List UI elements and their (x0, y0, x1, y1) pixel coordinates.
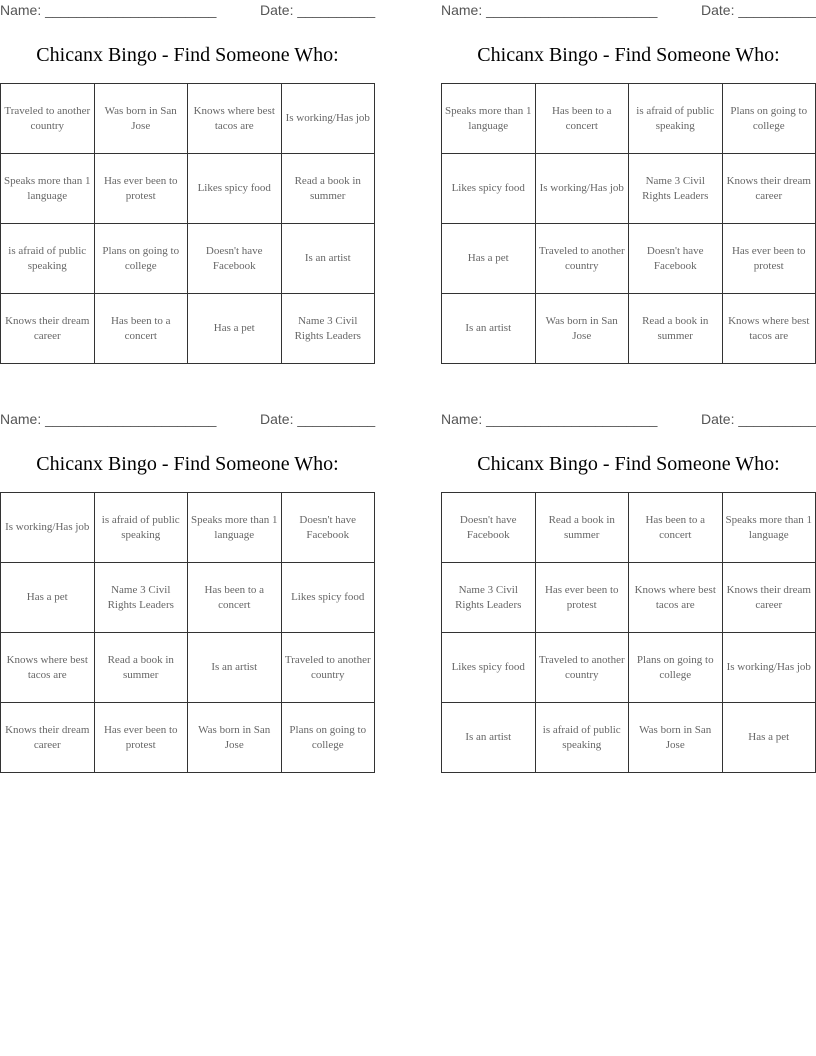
grid-row (442, 84, 816, 154)
bingo-cell[interactable]: Has been to a concert (629, 493, 723, 563)
grid-row (1, 84, 375, 154)
bingo-cell[interactable]: Plans on going to college (94, 224, 188, 294)
name-date-row (0, 411, 375, 429)
date-field[interactable]: Date: __________ (260, 411, 376, 427)
bingo-cell[interactable]: Traveled to another country (1, 84, 95, 154)
card-title: Chicanx Bingo - Find Someone Who: (36, 44, 339, 66)
bingo-cell[interactable]: is afraid of public speaking (94, 493, 188, 563)
date-field[interactable]: Date: __________ (701, 411, 816, 427)
grid-row (1, 294, 375, 364)
bingo-cell[interactable]: Was born in San Jose (535, 294, 629, 364)
bingo-cell[interactable]: Read a book in summer (94, 633, 188, 703)
bingo-cell[interactable]: Is an artist (188, 633, 282, 703)
bingo-card-1 (0, 0, 375, 365)
grid-row (442, 294, 816, 364)
name-field[interactable]: Name: ______________________ (0, 2, 217, 18)
bingo-cell[interactable]: Traveled to another country (535, 633, 629, 703)
bingo-cell[interactable]: Traveled to another country (281, 633, 375, 703)
bingo-grid (0, 492, 375, 773)
bingo-cell[interactable]: Knows their dream career (1, 703, 95, 773)
bingo-cell[interactable]: Is an artist (442, 703, 536, 773)
name-field[interactable]: Name: ______________________ (441, 2, 658, 18)
bingo-card-4 (441, 409, 816, 774)
name-field[interactable]: Name: ______________________ (0, 411, 217, 427)
bingo-cell[interactable]: Has been to a concert (535, 84, 629, 154)
bingo-cell[interactable]: Likes spicy food (442, 633, 536, 703)
bingo-cell[interactable]: Doesn't have Facebook (442, 493, 536, 563)
bingo-cell[interactable]: Doesn't have Facebook (629, 224, 723, 294)
bingo-cell[interactable]: Was born in San Jose (94, 84, 188, 154)
date-field[interactable]: Date: __________ (701, 2, 816, 18)
date-field[interactable]: Date: __________ (260, 2, 376, 18)
card-title: Chicanx Bingo - Find Someone Who: (36, 453, 339, 475)
bingo-cell[interactable]: Has ever been to protest (94, 154, 188, 224)
bingo-cell[interactable]: Is an artist (281, 224, 375, 294)
bingo-cell[interactable]: Doesn't have Facebook (188, 224, 282, 294)
bingo-cell[interactable]: Read a book in summer (535, 493, 629, 563)
bingo-cell[interactable]: Is working/Has job (722, 633, 816, 703)
grid-row (1, 493, 375, 563)
grid-row (442, 703, 816, 773)
grid-row (442, 154, 816, 224)
bingo-cell[interactable]: Was born in San Jose (188, 703, 282, 773)
bingo-cell[interactable]: Name 3 Civil Rights Leaders (629, 154, 723, 224)
name-date-row (441, 411, 816, 429)
grid-row (1, 224, 375, 294)
bingo-grid (441, 83, 816, 364)
bingo-cell[interactable]: Likes spicy food (188, 154, 282, 224)
bingo-cell[interactable]: Is working/Has job (1, 493, 95, 563)
bingo-cell[interactable]: Knows where best tacos are (722, 294, 816, 364)
bingo-cell[interactable]: Plans on going to college (629, 633, 723, 703)
bingo-cell[interactable]: Speaks more than 1 language (1, 154, 95, 224)
bingo-cell[interactable]: Likes spicy food (442, 154, 536, 224)
bingo-cell[interactable]: Knows their dream career (722, 154, 816, 224)
grid-row (1, 633, 375, 703)
name-field[interactable]: Name: ______________________ (441, 411, 658, 427)
bingo-cell[interactable]: Speaks more than 1 language (188, 493, 282, 563)
bingo-cell[interactable]: Has been to a concert (94, 294, 188, 364)
bingo-card-2 (441, 0, 816, 365)
bingo-cell[interactable]: is afraid of public speaking (629, 84, 723, 154)
bingo-cell[interactable]: Plans on going to college (281, 703, 375, 773)
grid-row (1, 154, 375, 224)
bingo-cell[interactable]: Knows their dream career (1, 294, 95, 364)
bingo-cell[interactable]: Has been to a concert (188, 563, 282, 633)
grid-row (442, 563, 816, 633)
bingo-cell[interactable]: Speaks more than 1 language (442, 84, 536, 154)
bingo-cell[interactable]: Has a pet (442, 224, 536, 294)
bingo-cell[interactable]: Read a book in summer (281, 154, 375, 224)
bingo-cell[interactable]: Is working/Has job (281, 84, 375, 154)
bingo-cell[interactable]: Has a pet (188, 294, 282, 364)
bingo-cell[interactable]: Has ever been to protest (722, 224, 816, 294)
bingo-grid (0, 83, 375, 364)
bingo-cell[interactable]: Speaks more than 1 language (722, 493, 816, 563)
bingo-cell[interactable]: Has ever been to protest (94, 703, 188, 773)
grid-row (442, 493, 816, 563)
card-title: Chicanx Bingo - Find Someone Who: (477, 44, 780, 66)
grid-row (442, 633, 816, 703)
bingo-cell[interactable]: Has a pet (722, 703, 816, 773)
bingo-cell[interactable]: Knows where best tacos are (188, 84, 282, 154)
bingo-cell[interactable]: Name 3 Civil Rights Leaders (281, 294, 375, 364)
bingo-cell[interactable]: Was born in San Jose (629, 703, 723, 773)
bingo-grid (441, 492, 816, 773)
bingo-cell[interactable]: Likes spicy food (281, 563, 375, 633)
bingo-cell[interactable]: Knows where best tacos are (1, 633, 95, 703)
bingo-cell[interactable]: Name 3 Civil Rights Leaders (442, 563, 536, 633)
bingo-cell[interactable]: Has ever been to protest (535, 563, 629, 633)
bingo-cell[interactable]: Has a pet (1, 563, 95, 633)
bingo-cell[interactable]: is afraid of public speaking (1, 224, 95, 294)
bingo-cell[interactable]: Read a book in summer (629, 294, 723, 364)
bingo-cell[interactable]: Plans on going to college (722, 84, 816, 154)
bingo-card-3 (0, 409, 375, 774)
bingo-cell[interactable]: Is an artist (442, 294, 536, 364)
grid-row (1, 703, 375, 773)
grid-row (1, 563, 375, 633)
bingo-cell[interactable]: Is working/Has job (535, 154, 629, 224)
name-date-row (441, 2, 816, 20)
bingo-cell[interactable]: Knows their dream career (722, 563, 816, 633)
card-title: Chicanx Bingo - Find Someone Who: (477, 453, 780, 475)
bingo-cell[interactable]: is afraid of public speaking (535, 703, 629, 773)
bingo-cell[interactable]: Doesn't have Facebook (281, 493, 375, 563)
grid-row (442, 224, 816, 294)
bingo-cell[interactable]: Traveled to another country (535, 224, 629, 294)
bingo-cell[interactable]: Name 3 Civil Rights Leaders (94, 563, 188, 633)
bingo-cell[interactable]: Knows where best tacos are (629, 563, 723, 633)
name-date-row (0, 2, 375, 20)
